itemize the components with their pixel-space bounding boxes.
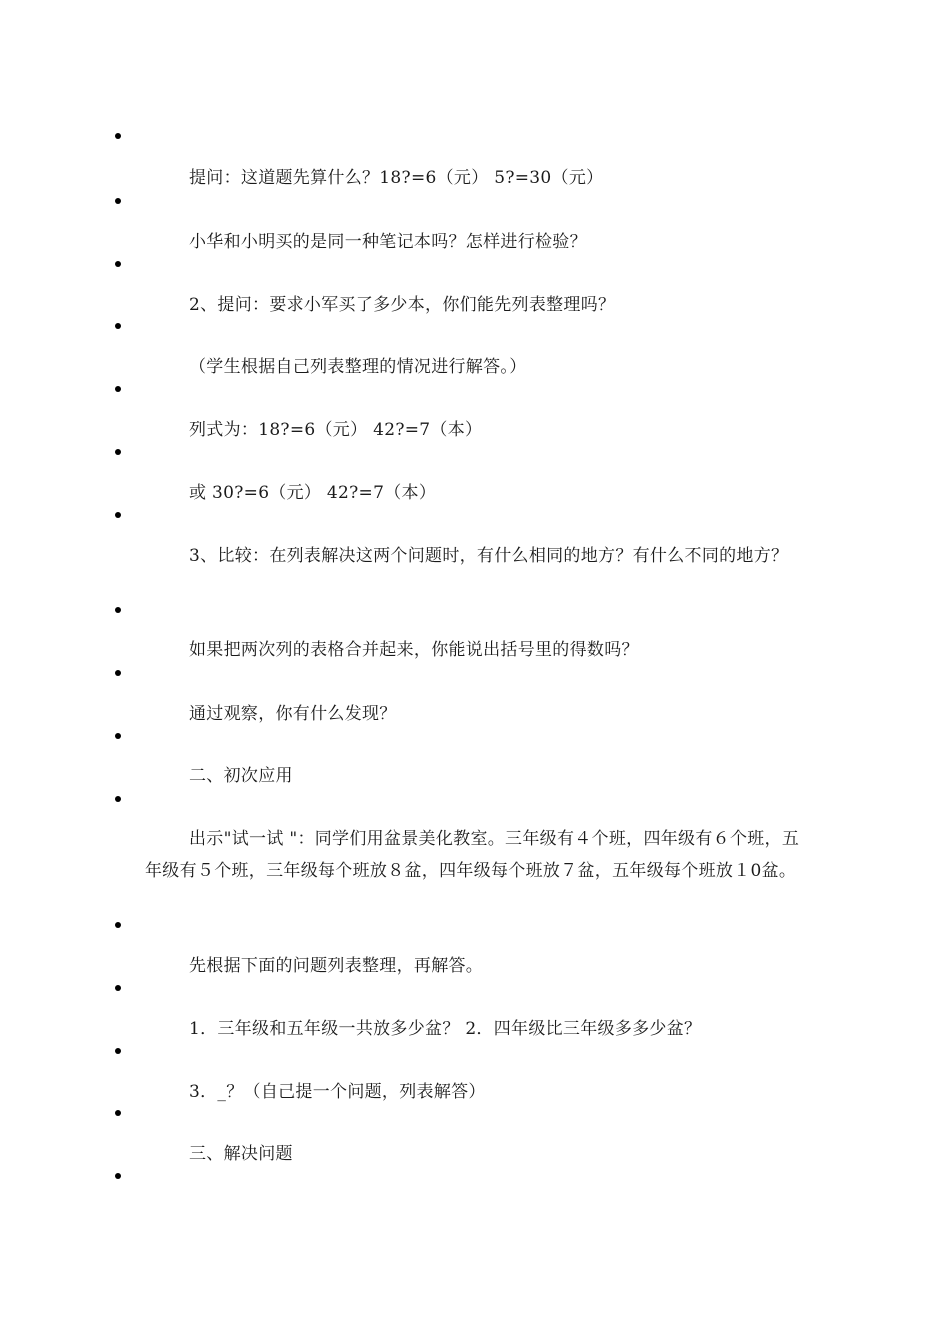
bullet-marker — [115, 386, 121, 392]
paragraph-formula-one: 列式为：18?=6（元） 42?=7（本） — [189, 420, 483, 440]
bullet-marker — [115, 985, 121, 991]
paragraph-observe: 通过观察，你有什么发现？ — [189, 704, 397, 724]
paragraph-compare: 3、比较：在列表解决这两个问题时，有什么相同的地方？有什么不同的地方？ — [189, 546, 789, 566]
paragraph-formula-two: 或 30?=6（元） 42?=7（本） — [189, 483, 437, 503]
bullet-marker — [115, 670, 121, 676]
paragraph-question-two: 2、提问：要求小军买了多少本，你们能先列表整理吗？ — [189, 295, 616, 315]
paragraph-question-first-step: 提问：这道题先算什么？18?=6（元） 5?=30（元） — [189, 168, 604, 188]
bullet-marker — [115, 198, 121, 204]
bullet-marker — [115, 1173, 121, 1179]
paragraph-student-answer: （学生根据自己列表整理的情况进行解答。） — [189, 357, 527, 377]
bullet-marker — [115, 607, 121, 613]
section-heading-solve-problems: 三、解决问题 — [189, 1144, 293, 1164]
paragraph-question-three: 3．_？（自己提一个问题，列表解答） — [189, 1082, 486, 1102]
bullet-marker — [115, 323, 121, 329]
paragraph-verify-notebook: 小华和小明买的是同一种笔记本吗？怎样进行检验？ — [189, 232, 587, 252]
bullet-marker — [115, 261, 121, 267]
bullet-marker — [115, 512, 121, 518]
bullet-marker — [115, 1110, 121, 1116]
bullet-marker — [115, 796, 121, 802]
bullet-marker — [115, 1048, 121, 1054]
bullet-marker — [115, 922, 121, 928]
paragraph-instructions: 先根据下面的问题列表整理，再解答。 — [189, 956, 484, 976]
bullet-marker — [115, 449, 121, 455]
paragraph-merge-tables: 如果把两次列的表格合并起来，你能说出括号里的得数吗？ — [189, 640, 639, 660]
paragraph-questions-one-two: 1．三年级和五年级一共放多少盆？ 2．四年级比三年级多多少盆？ — [189, 1019, 702, 1039]
bullet-marker — [115, 133, 121, 139]
paragraph-try-it: 出示"试一试 "：同学们用盆景美化教室。三年级有４个班，四年级有６个班，五年级有５个班，三年级每个班放８盆，四年级每个班放７盆，五年级每个班放１0盆。 — [145, 829, 800, 881]
section-heading-initial-application: 二、初次应用 — [189, 766, 293, 786]
bullet-marker — [115, 733, 121, 739]
